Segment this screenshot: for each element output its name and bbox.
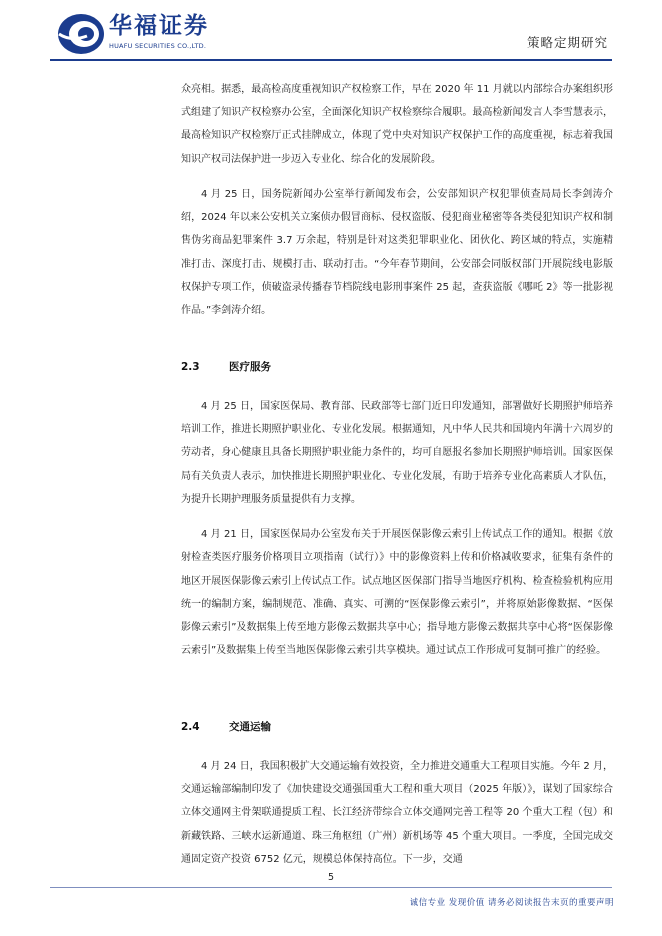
- footer-divider: [50, 887, 612, 888]
- page-number: 5: [327, 872, 335, 883]
- paragraph: 众亮相。据悉，最高检高度重视知识产权检察工作，早在 2020 年 11 月就以内部综合办案组织形式组建了知识产权检察办公室，全面深化知识产权检察综合履职。最高检新闻发言人李雪慧表示，最高检知识产权检察厅正式挂牌成立，体现了党中央对知识产权保护工作的高度重视，标志着我国知识产权司法保护进一步迈入专业化、综合化的发展阶段。: [181, 84, 613, 165]
- header-divider: [50, 59, 612, 61]
- top-paragraphs: [181, 78, 613, 322]
- section-title: 交通运输: [229, 721, 271, 733]
- page-header: [0, 0, 662, 64]
- paragraph: 4 月 21 日，国家医保局办公室发布关于开展医保影像云索引上传试点工作的通知。根据《放射检查类医疗服务价格项目立项指南（试行）》中的影像资料上传和价格减收要求，征集有条件的地区开展医保影像云索引上传试点工作。试点地区医保部门指导当地医疗机构、检查检验机构应用统一的编制方案，编制规范、准确、真实、可溯的“医保影像云索引”，并将原始影像数据、“医保影像云索引”及数据集上传至地方影像云数据共享中心；指导地方影像云数据共享中心将“医保影像云索引”及数据集上传至当地医保影像云索引共享模块。通过试点工作形成可复制可推广的经验。: [181, 529, 613, 657]
- section-number: 2.4: [181, 721, 200, 733]
- transport-section-body: [181, 755, 613, 871]
- paragraph: 4 月 25 日，国家医保局、教育部、民政部等七部门近日印发通知，部署做好长期照护师培养培训工作，推进长期照护职业化、专业化发展。根据通知，凡中华人民共和国境内年满十六周岁的劳动者，身心健康且具备长期照护职业能力条件的，均可自愿报名参加长期照护师培训。国家医保局有关负责人表示，加快推进长期照护职业化、专业化发展，有助于培养专业化高素质人才队伍，为提升长期护理服务质量提供有力支撑。: [181, 401, 613, 505]
- section-title: 医疗服务: [229, 361, 271, 373]
- report-type-label: 策略定期研究: [526, 35, 608, 50]
- huafu-logo-icon: [57, 12, 105, 56]
- company-logo: [57, 12, 257, 56]
- paragraph: 4 月 24 日，我国积极扩大交通运输有效投资，全力推进交通重大工程项目实施。今年 2 月，交通运输部编制印发了《加快建设交通强国重大工程和重大项目（2025 年版）》，谋划了国家综合立体交通网主骨架联通提质工程、长江经济带综合立体交通网完善工程等 20 个重大工程（包）和新藏铁路、三峡水运新通道、珠三角枢纽（广州）新机场等 45 个重大项目。一季度，全国完成交通固定资产投资 6752 亿元，规模总体保持高位。下一步，交通: [181, 761, 613, 865]
- section-number: 2.3: [181, 361, 200, 373]
- section-heading-transport: [181, 719, 271, 734]
- paragraph: 4 月 25 日，国务院新闻办公室举行新闻发布会，公安部知识产权犯罪侦查局局长李剑涛介绍，2024 年以来公安机关立案侦办假冒商标、侵权盗版、侵犯商业秘密等各类侵犯知识产权和制售伪劣商品犯罪案件 3.7 万余起，特别是针对这类犯罪职业化、团伙化、跨区域的特点，实施精准打击、深度打击、规模打击、联动打击。“今年春节期间，公安部会同版权部门开展院线电影版权保护专项工作，侦破盗录传播春节档院线电影刑事案件 25 起，查获盗版《哪吒 2》等一批影视作品。”李剑涛介绍。: [181, 189, 613, 317]
- logo-chinese-name: 华福证券: [109, 13, 209, 39]
- logo-english-name: HUAFU SECURITIES CO.,LTD.: [109, 42, 207, 50]
- footer-disclaimer: 诚信专业 发现价值 请务必阅读报告末页的重要声明: [409, 898, 614, 908]
- medical-section-body: [181, 395, 613, 662]
- section-heading-medical: [181, 359, 271, 374]
